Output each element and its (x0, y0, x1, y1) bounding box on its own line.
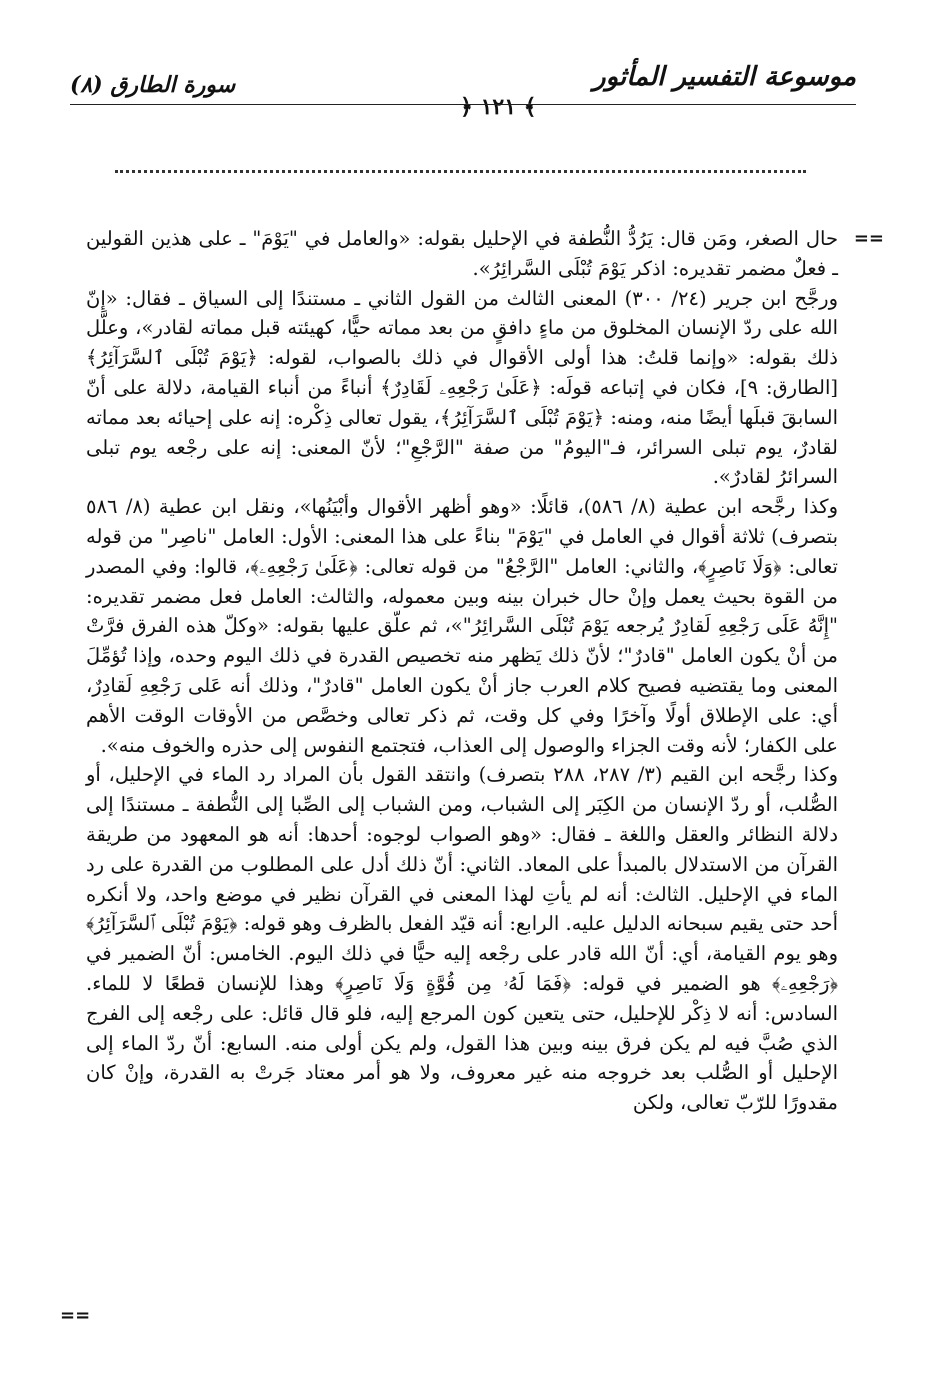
page-header (70, 58, 856, 122)
surah-label: سورة الطارق (٨) (70, 72, 236, 98)
paragraph: ورجَّح ابن جرير (٢٤/ ٣٠٠) المعنى الثالث من القول الثاني ـ مستندًا إلى السياق ـ فقال: «إنّ الله على ردّ الإنسان المخلوق من ماءٍ دافقٍ من بعد مماته حيًّا، كهيئته قبل مماته لقادر»، وعلَّل ذلك بقوله: «وإنما قلتُ: هذا أولى الأقوال في ذلك بالصواب، لقوله: ﴿يَوْمَ تُبْلَى ٱلسَّرَآئِرُ﴾ [الطارق: ٩]، فكان في إتباعه قولَه: ﴿عَلَىٰ رَجْعِهِۦ لَقَادِرٌ﴾ أنباءً من أنباء القيامة، دلالة على أنّ السابقَ قبلَها أيضًا منه، ومنه: ﴿يَوْمَ تُبْلَى ٱلسَّرَآئِرُ﴾، يقول تعالى ذِكْره: إنه على إحيائه بعد مماته لقادرٌ، يوم تبلى السرائر، فـ"اليومُ" من صفة "الرَّجْعِ"؛ لأنّ المعنى: إنه على رجْعه يوم تبلى السرائرُ لقادرٌ». (86, 286, 838, 489)
book-title: موسوعة التفسير المأثور (593, 62, 856, 92)
paragraph: وكذا رجَّحه ابن عطية (٨/ ٥٨٦)، قائلًا: «وهو أظهر الأقوال وأبْيَنُها»، ونقل ابن عطية (٨/ ٥٨٦ بتصرف) ثلاثة أقوال في العامل في "يَوْمَ" بناءً على هذا المعنى: الأول: العامل "ناصِر" من قوله تعالى: ﴿وَلَا نَاصِرٍ﴾، والثاني: العامل "الرَّجْعُ" من قوله تعالى: ﴿عَلَىٰ رَجْعِهِۦ﴾، قالوا: وفي المصدر من القوة بحيث يعمل وإنْ حال خبران بينه وبين معموله، والثالث: العامل فعل مضمر تقديره: "إِنَّهُ عَلَى رَجْعِهِ لَقادِرٌ يُرجعه يَوْمَ تُبْلَى السَّرائِرُ"»، ثم علّق عليها بقوله: «وكلّ هذه الفرق فرَّتْ من أنْ يكون العامل "قادرٌ"؛ لأنّ ذلك يَظهر منه تخصيص القدرة في ذلك اليوم وحده، وإذا تُؤمِّلَ المعنى وما يقتضيه فصيح كلام العرب جاز أنْ يكون العامل "قادرٌ"، وذلك أنه عَلى رَجْعِهِ لَقادِرٌ، أي: على الإطلاق أولًا وآخرًا وفي كل وقت، ثم ذكر تعالى وخصَّص من الأوقات الوقت الأهم على الكفار؛ لأنه وقت الجزاء والوصول إلى العذاب، فتجتمع النفوس إلى حذره والخوف منه». (86, 495, 839, 757)
continuation-mark-start: == (853, 228, 884, 249)
page-number: ﴾ ١٢١ ﴿ (460, 94, 537, 120)
continuation-mark-end: == (60, 1305, 91, 1326)
commentary-body (86, 224, 838, 1118)
paragraph: وكذا رجَّحه ابن القيم (٣/ ٢٨٧، ٢٨٨ بتصرف) وانتقد القول بأن المراد رد الماء في الإحليل، أو الصُّلب، أو ردّ الإنسان من الكِبَر إلى الشباب، ومن الشباب إلى الصِّبا إلى النُّطفة ـ مستندًا إلى دلالة النظائر والعقل واللغة ـ فقال: «وهو الصواب لوجوه: أحدها: أنه هو المعهود من طريقة القرآن من الاستدلال بالمبدأ على المعاد. الثاني: أنّ ذلك أدل على المطلوب من القدرة على رد الماء في الإحليل. الثالث: أنه لم يأتِ لهذا المعنى في القرآن نظير في موضع واحد، ولا أنكره أحد حتى يقيم سبحانه الدليل عليه. الرابع: أنه قيّد الفعل بالظرف وهو قوله: ﴿يَوْمَ تُبْلَى ٱلسَّرَآئِرُ﴾ وهو يوم القيامة، أي: أنّ الله قادر على رجْعه إليه حيًّا في ذلك اليوم. الخامس: أنّ الضمير في ﴿رَجْعِهِۦ﴾ هو الضمير في قوله: ﴿فَمَا لَهُۥ مِن قُوَّةٍ وَلَا نَاصِرٍ﴾ وهذا للإنسان قطعًا لا للماء. السادس: أنه لا ذِكْر للإحليل، حتى يتعين كون المرجع إليه، فلو قال قائل: على رجْعه إلى الفرج الذي صُبَّ فيه لم يكن فرق بينه وبين هذا القول، ولم يكن أولى منه. السابع: أنّ ردّ الماء إلى الإحليل أو الصُّلب بعد خروجه منه غير معروف، ولا هو أمر معتاد جَرتْ به القدرة، وإنْ كان مقدورًا للرّبّ تعالى، ولكن (86, 763, 838, 1115)
dotted-separator (115, 170, 806, 173)
header-rule (70, 104, 856, 105)
paragraph: حال الصغر، ومَن قال: يَرُدُّ النُّطفة في الإحليل بقوله: «والعامل في "يَوْمَ" ـ على هذين القولين ـ فعلٌ مضمر تقديره: اذكر يَوْمَ تُبْلَى السَّرائِرُ». (86, 227, 838, 280)
